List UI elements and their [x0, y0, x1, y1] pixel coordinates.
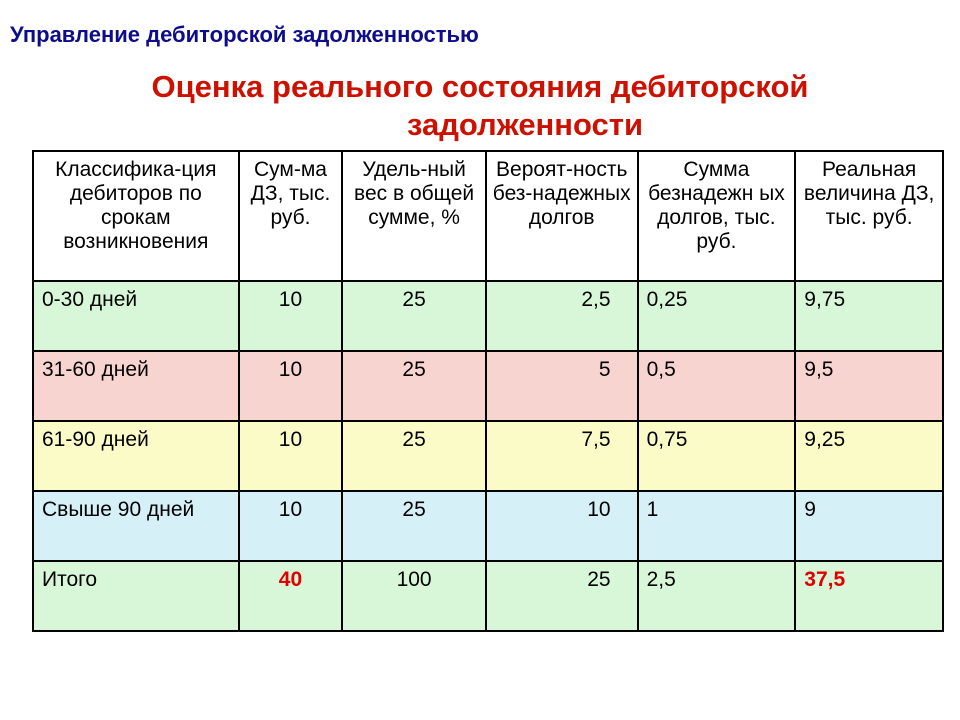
- table-cell: 10: [239, 281, 343, 351]
- table-cell: 0,75: [638, 421, 796, 491]
- table-cell: 2,5: [486, 281, 638, 351]
- column-header-amount: Сум-ма ДЗ, тыс. руб.: [239, 151, 343, 281]
- column-header-classification: Классифика-ция дебиторов по срокам возникновения: [33, 151, 239, 281]
- table-cell: Итого: [33, 561, 239, 631]
- table-row: [33, 281, 943, 351]
- table-cell: 7,5: [486, 421, 638, 491]
- table-cell: 0-30 дней: [33, 281, 239, 351]
- table-cell: 25: [486, 561, 638, 631]
- table-header-row: [33, 151, 943, 281]
- table-cell: 1: [638, 491, 796, 561]
- table-cell: 10: [239, 421, 343, 491]
- table-cell: 10: [239, 491, 343, 561]
- total-amount-cell: 40: [239, 561, 343, 631]
- table-cell: 9: [795, 491, 943, 561]
- table-cell: 25: [342, 281, 486, 351]
- table-cell: 25: [342, 421, 486, 491]
- table-cell: 10: [239, 351, 343, 421]
- total-real-value-cell: 37,5: [795, 561, 943, 631]
- column-header-real-value: Реальная величина ДЗ, тыс. руб.: [795, 151, 943, 281]
- page-title: [30, 68, 930, 144]
- table-cell: 9,75: [795, 281, 943, 351]
- title-line-2: задолженности: [406, 107, 644, 142]
- table-cell: 0,5: [638, 351, 796, 421]
- table-cell: 61-90 дней: [33, 421, 239, 491]
- section-header: Управление дебиторской задолженностью: [10, 22, 479, 47]
- column-header-probability: Вероят-ность без-надежных долгов: [486, 151, 638, 281]
- table-cell: 5: [486, 351, 638, 421]
- receivables-table: [32, 150, 944, 632]
- table-total-row: [33, 561, 943, 631]
- table-cell: 9,5: [795, 351, 943, 421]
- table-cell: 2,5: [638, 561, 796, 631]
- table-row: [33, 491, 943, 561]
- table-cell: 25: [342, 491, 486, 561]
- table-cell: Свыше 90 дней: [33, 491, 239, 561]
- column-header-bad-debt: Сумма безнадежн ых долгов, тыс. руб.: [638, 151, 796, 281]
- table-cell: 10: [486, 491, 638, 561]
- table-row: [33, 351, 943, 421]
- table-cell: 100: [342, 561, 486, 631]
- table-cell: 31-60 дней: [33, 351, 239, 421]
- table-row: [33, 421, 943, 491]
- table-cell: 9,25: [795, 421, 943, 491]
- column-header-share: Удель-ный вес в общей сумме, %: [342, 151, 486, 281]
- table-cell: 25: [342, 351, 486, 421]
- title-line-1: Оценка реального состояния дебиторской: [151, 69, 809, 104]
- table-cell: 0,25: [638, 281, 796, 351]
